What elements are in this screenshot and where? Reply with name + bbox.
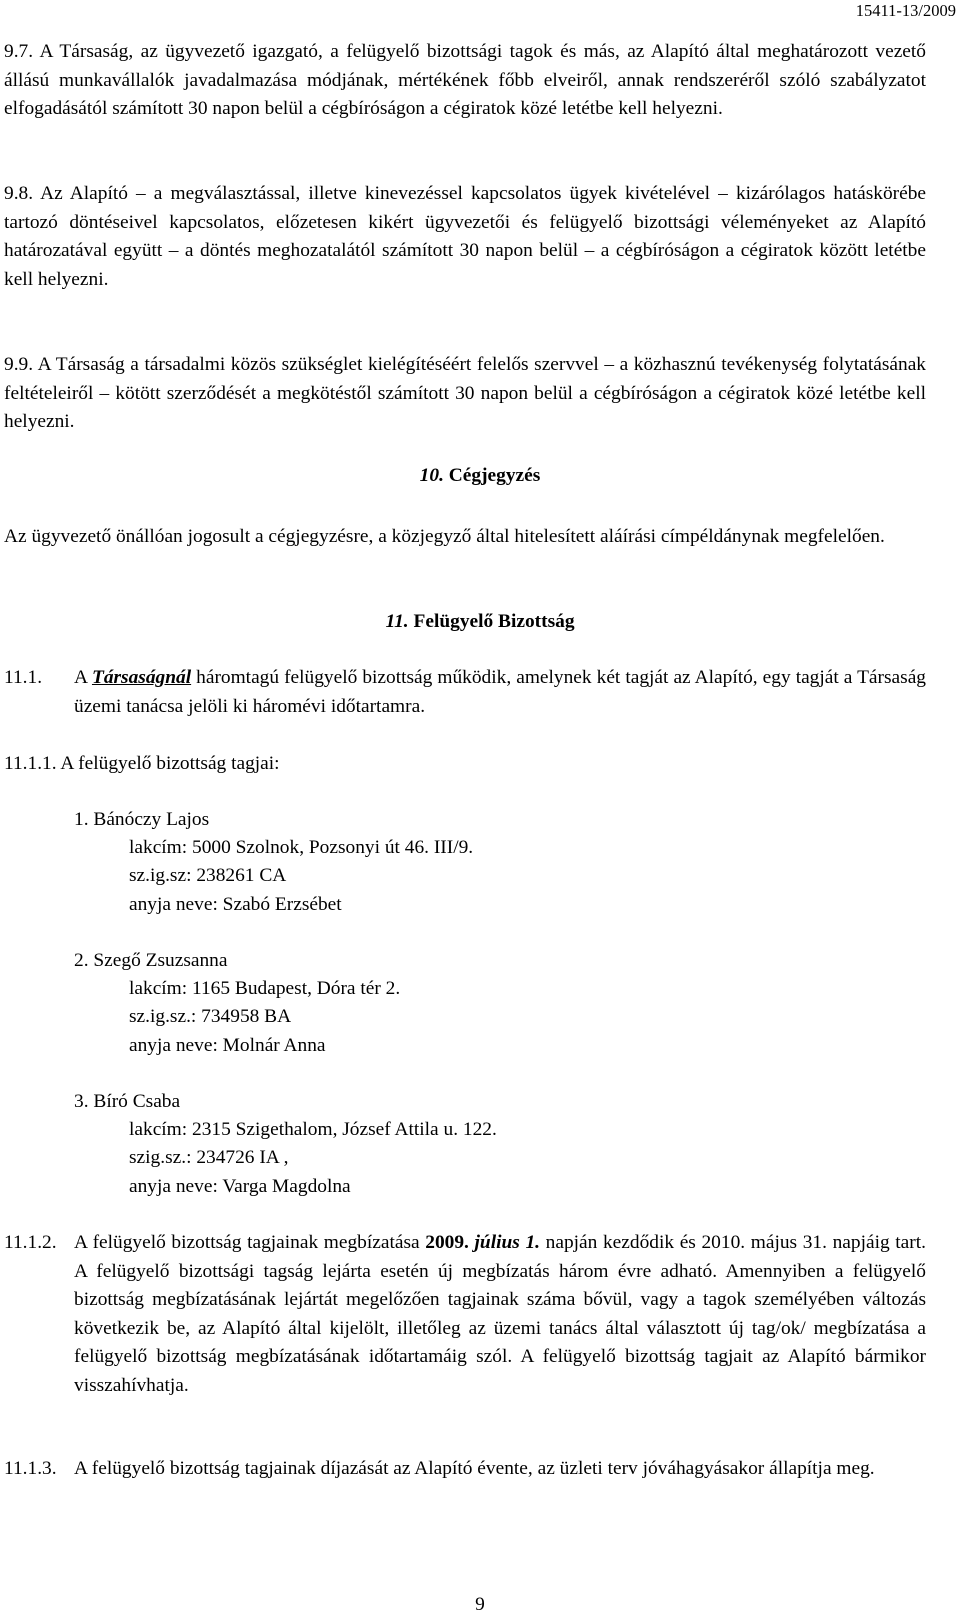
section-heading-cegjegyzes: 10. Cégjegyzés (419, 465, 541, 486)
paragraph-number: 11.1.1. (4, 753, 57, 774)
paragraph-text: A Társaság, az ügyvezető igazgató, a felügyelő bizottsági tagok és más, az Alapító által meghatározott vezető állású munkavállalók javadalmazása módjának, mértékének főbb elveiről, annak rendszeréről szóló szabályzatot elfogadásától számított 30 napon belül a cégbíróságon a cégiratok közé letétbe kell helyezni. (4, 41, 926, 119)
paragraph-number-11-1-3: 11.1.3. (4, 1458, 57, 1479)
paragraph-text: Az Alapító – a megválasztással, illetve kinevezéssel kapcsolatos ügyek kivételével – kizárólagos hatáskörébe tartozó döntéseivel kapcsolatos, előzetesen kikért ügyvezetői és felügyelő bizottsági véleményeket az Alapító határozatával együtt – a döntés meghozatalától számított 30 napon belül – a cégbíróságon a cégiratok között letétbe kell helyezni. (4, 183, 927, 290)
member-mother-name: anyja neve: Szabó Erzsébet (129, 894, 342, 915)
paragraph-11-1-3 (74, 1455, 926, 1484)
member-address: lakcím: 1165 Budapest, Dóra tér 2. (129, 978, 401, 999)
paragraph-text: A felügyelő bizottság tagjai: (60, 753, 280, 774)
date-year: 2009. (425, 1232, 469, 1253)
member-mother-name: anyja neve: Varga Magdolna (129, 1176, 351, 1197)
paragraph-9-8 (4, 180, 926, 294)
member-id: sz.ig.sz.: 734958 BA (129, 1006, 292, 1027)
paragraph-number: 9.7. (4, 41, 34, 62)
paragraph-9-9 (4, 351, 926, 437)
member-id: sz.ig.sz: 238261 CA (129, 865, 287, 886)
member-name: 1. Bánóczy Lajos (74, 809, 210, 830)
paragraph-number-11-1-2: 11.1.2. (4, 1232, 57, 1253)
paragraph-text: Az ügyvezető önállóan jogosult a cégjegyzésre, a közjegyző által hitelesített aláírási címpéldánynak megfelelően. (4, 526, 885, 547)
member-address: lakcím: 2315 Szigethalom, József Attila u. 122. (129, 1119, 497, 1140)
paragraph-number: 9.9. (4, 354, 34, 375)
member-id: szig.sz.: 234726 IA , (129, 1147, 289, 1168)
section-heading-felugyelo-bizottsag: 11. Felügyelő Bizottság (385, 611, 575, 632)
emphasis-tarsasagnal: Társaságnál (91, 667, 192, 688)
member-name: 2. Szegő Zsuzsanna (74, 950, 228, 971)
paragraph-text: A felügyelő bizottság tagjainak díjazását az Alapító évente, az üzleti terv jóváhagyásakor állapítja meg. (74, 1458, 875, 1479)
date-month-day: július 1. (474, 1232, 541, 1253)
paragraph-11-1-1 (4, 750, 280, 779)
paragraph-number: 9.8. (4, 183, 34, 204)
member-mother-name: anyja neve: Molnár Anna (129, 1035, 326, 1056)
paragraph-number-11-1: 11.1. (4, 667, 43, 688)
page-number: 9 (475, 1594, 485, 1615)
paragraph-11-1: A Társaságnál háromtagú felügyelő bizottság működik, amelynek két tagját az Alapító, egy tagját a Társaság üzemi tanácsa jelöli ki háromévi időtartamra. (74, 667, 926, 717)
document-id: 15411-13/2009 (855, 1, 956, 20)
member-address: lakcím: 5000 Szolnok, Pozsonyi út 46. III/9. (129, 837, 474, 858)
paragraph-cegjegyzes (4, 523, 926, 552)
paragraph-9-7 (4, 38, 926, 124)
paragraph-11-1-2: A felügyelő bizottság tagjainak megbízatása 2009. július 1. napján kezdődik és 2010. május 31. napjáig tart. A felügyelő bizottsági tagság lejárta esetén új megbízatás három évre adható. Amennyiben a felügyelő bizottság megbízatásának lejártát megelőzően tagjainak száma bővül, vagy a tagok személyében változás következik be, az Alapító által kijelölt, illetőleg az üzemi tanács által választott új tag/ok/ megbízatása a felügyelő bizottság megbízatásának időtartamáig szól. A felügyelő bizottság tagjait az Alapító bármikor visszahívhatja. (74, 1232, 926, 1396)
member-name: 3. Bíró Csaba (74, 1091, 181, 1112)
paragraph-text: A Társaság a társadalmi közös szükséglet kielégítéséért felelős szervvel – a közhasznú tevékenység folytatásának feltételeiről – kötött szerződését a megkötéstől számított 30 napon belül a cégbíróságon a cégiratok közé letétbe kell helyezni. (4, 354, 926, 432)
